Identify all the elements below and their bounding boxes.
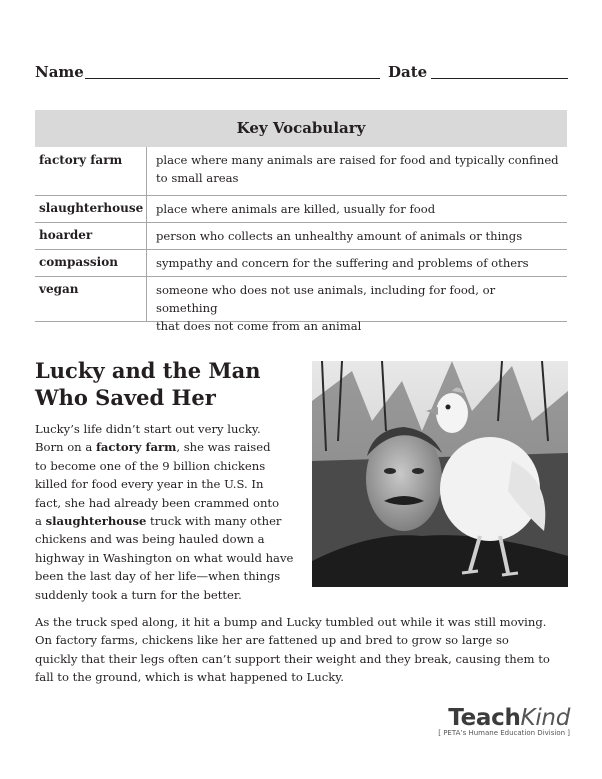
text-span: truck with many other: [146, 514, 282, 529]
paragraph-line: been the last day of her life—when things: [35, 569, 281, 584]
paragraph-line: fact, she had already been crammed onto: [35, 495, 280, 510]
story-paragraph-2: [35, 613, 575, 687]
paragraph-line: [35, 438, 307, 456]
vocabulary-table: [35, 110, 567, 333]
vocab-row-hoarder: [35, 223, 567, 250]
vocab-term: hoarder: [35, 223, 147, 249]
text-span: Born on a: [35, 440, 96, 455]
paragraph-line: highway in Washington on what would have: [35, 550, 294, 565]
paragraph-line: chickens and was being hauled down a: [35, 532, 265, 547]
date-line: [431, 78, 568, 79]
paragraph-line: As the truck sped along, it hit a bump and Lucky tumbled out while it was still moving.: [35, 615, 547, 629]
paragraph-line: suddenly took a turn for the better.: [35, 587, 242, 602]
paragraph-line: to become one of the 9 billion chickens: [35, 458, 266, 473]
text-span: a: [35, 514, 46, 529]
definition-line: place where animals are killed, usually for food: [156, 202, 436, 216]
vocabulary-title: Key Vocabulary: [35, 110, 567, 147]
vocab-term: compassion: [35, 250, 147, 276]
photo-illustration: [312, 361, 568, 587]
definition-line: to small areas: [156, 171, 239, 185]
name-label: Name: [35, 63, 84, 81]
definition-line: that does not come from an animal: [156, 319, 362, 333]
vocab-definition: [147, 223, 567, 249]
date-label: Date: [388, 63, 428, 81]
photo-man-with-chicken: [312, 361, 568, 587]
story-title-line: Who Saved Her: [35, 385, 216, 410]
logo-word-kind: Kind: [520, 705, 570, 731]
definition-line: place where many animals are raised for food and typically confined: [156, 153, 559, 167]
story-title-line: Lucky and the Man: [35, 358, 261, 383]
vocab-term: vegan: [35, 277, 147, 321]
paragraph-line: On factory farms, chickens like her are fattened up and bred to grow so large so: [35, 633, 509, 648]
name-line: [85, 78, 380, 79]
vocab-row-compassion: [35, 250, 567, 277]
paragraph-line: [35, 512, 307, 530]
vocab-term: slaughterhouse: [35, 196, 147, 222]
paragraph-line: Lucky’s life didn’t start out very lucky.: [35, 422, 261, 436]
vocab-keyword: factory farm: [95, 440, 177, 455]
paragraph-line: killed for food every year in the U.S. In: [35, 477, 264, 492]
teachkind-logo: [430, 705, 570, 737]
vocab-definition: [147, 277, 567, 333]
story-title: [35, 357, 305, 411]
vocab-row-factory-farm: [35, 147, 567, 196]
vocab-term: factory farm: [35, 147, 147, 195]
vocab-definition: [147, 196, 567, 222]
text-span: , she was raised: [176, 440, 271, 455]
logo-wordmark: [430, 705, 570, 731]
definition-line: person who collects an unhealthy amount of animals or things: [156, 229, 523, 243]
logo-word-teach: Teach: [448, 705, 521, 731]
definition-line: sympathy and concern for the suffering and problems of others: [156, 256, 529, 270]
logo-tagline: [ PETA’s Humane Education Division ]: [438, 729, 570, 737]
paragraph-line: quickly that their legs often can’t support their weight and they break, causing them to: [35, 651, 550, 666]
paragraph-line: fall to the ground, which is what happened to Lucky.: [35, 670, 344, 685]
vocab-definition: [147, 250, 567, 276]
vocab-definition: [147, 147, 567, 195]
vocab-row-slaughterhouse: [35, 196, 567, 223]
story-paragraph-1: [35, 420, 307, 604]
definition-line: someone who does not use animals, including for food, or something: [156, 283, 496, 315]
vocab-keyword: slaughterhouse: [45, 514, 147, 529]
vocab-row-vegan: [35, 277, 567, 333]
